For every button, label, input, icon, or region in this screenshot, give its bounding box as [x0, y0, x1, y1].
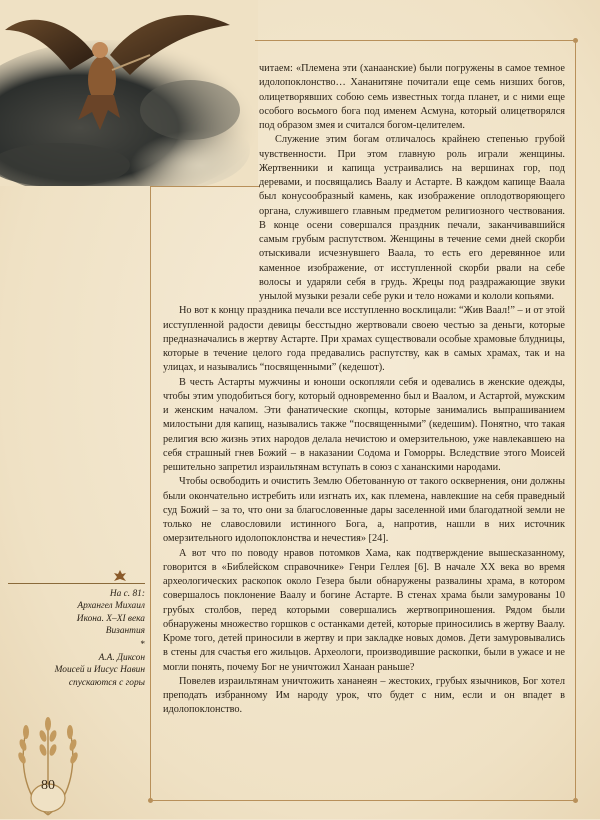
- caption-page-ref: На с. 81:: [109, 589, 145, 599]
- fleur-ornament-icon: [112, 569, 128, 583]
- paragraph: Повелев израильтянам уничтожить хананеян – жестоких, грубых язычников, Бог хотел преподать избранному Им народу урок, что будет с ним, если и он впадет в идолопоклонство.: [163, 675, 565, 716]
- illustration-caption: [8, 588, 145, 689]
- caption-detail: Икона. X–XI века: [76, 613, 145, 624]
- caption-artist: А.А. Диксон: [98, 653, 145, 664]
- paragraph: А вот что по поводу нравов потомков Хама, как подтверждение вышесказанному, говорится в «Библейском справочнике» Генри Геллея [6]. В начале XX века во время археологических раскопок около Гезера были обнаружены развалины храма, в котором совершалось поклонение Ваалу и богине Астарте. В стенах храма были замурованы 10 грубых столбов, перед которыми совершались жертвоприношения. Рядом были обнаружены множество горшков с останками детей, которые приносились в жертву Ваалу. Кроме того, детей приносили в жертву и при закладке новых домов. Дети замуровывались в стены для счастья его жильцов. Археологи, производившие раскопки, были в ужасе и не могли понять, почему Бог не уничтожил Ханаан раньше?: [163, 547, 565, 673]
- caption-rule: [8, 583, 145, 584]
- paragraph: Чтобы освободить и очистить Землю Обетованную от такого осквернения, они должны были окончательно истребить или изгнать их, как племена, навлекшие на себя праведный суд Божий – за то, что они за благословенные дары заселенной ими благодатной земли не только не славословили истинного Бога, а, напротив, нашли в них источник омерзительного идолопоклонства и нечестия» [24].: [163, 476, 565, 545]
- frame-bottom-rule: [150, 800, 575, 801]
- page-number: 80: [41, 778, 55, 793]
- paragraph: В честь Астарты мужчины и юноши оскопляли себя и одевались в женские одежды, чтобы этим уподобиться богу, который одновременно был и Ваалом, и Астартой, мужским и женским началом. Эти фанатические скопцы, которые занимались выпрашиванием милостыни для капищ, назывались также “посвященными” (кедешим). Понятно, что такая религия всю жизнь этих народов делала нечистою и омерзительною, уже навлекавшею на себя страшный гнев Божий – в наказании Содома и Гоморры. Вследствие этого Моисей решительно запретил израильтянам вступать в союз с хананскими народами.: [163, 376, 565, 473]
- frame-left-rule: [150, 186, 151, 800]
- caption-separator: *: [140, 639, 145, 650]
- caption-detail-2: спускаются с горы: [68, 677, 145, 688]
- wheat-ornament-icon: [8, 710, 88, 820]
- corner-dot: [573, 798, 578, 803]
- paragraph: читаем: «Племена эти (ханаанские) были погружены в самое темное идолопоклонство… Хананитяне почитали еще семь низших богов, олицетворявших собою семь известных тогда планет, и с ними еще особого восьмого бога под именем Асмуна, который олицетворялся под образом змея и считался богом-целителем.: [259, 63, 565, 131]
- paragraph: Служение этим богам отличалось крайнею степенью грубой чувственности. При этом главную роль играли женщины. Жертвенники и капища устраивались на вершинах гор, под деревами, и посвящались Ваалу и Астарте. В каждом капище Ваала был конусообразный камень, как изображение оплодотворяющего органа, служившего главным предметом религиозного чествования. В конце осени совершался праздник печали, заканчивавшийся самым грубым распутством. Женщины в течение семи дней скорби отыскивали исчезнувшего Ваала, то есть его деревянное или каменное изображение, от исступленной скорби рвали на себе волосы и ударяли себя в грудь. Жрецы под раздражающие звуки унылой музыки резали себе руки и тело ножами и кололи копьями.: [259, 134, 565, 302]
- frame-top-rule: [255, 40, 575, 41]
- paragraph: Но вот к концу праздника печали все исступленно восклицали: “Жив Ваал!” – и от этой исступленной радости девицы бесстыдно жертвовали своею честью за деньги, которые предназначались в жертву Астарте. При храмах существовали особые храмовые блудницы, которые в течение целого года предавались распутству, как в самых храмах, так и на улицах, и назывались “посвященными” (кедешот).: [163, 305, 565, 374]
- corner-dot: [148, 798, 153, 803]
- caption-title: Архангел Михаил: [77, 601, 145, 612]
- caption-title-2: Моисей и Иисус Навин: [54, 665, 145, 676]
- article-body: [163, 62, 565, 718]
- frame-right-rule: [575, 40, 576, 800]
- corner-dot: [573, 38, 578, 43]
- caption-origin: Византия: [105, 626, 145, 637]
